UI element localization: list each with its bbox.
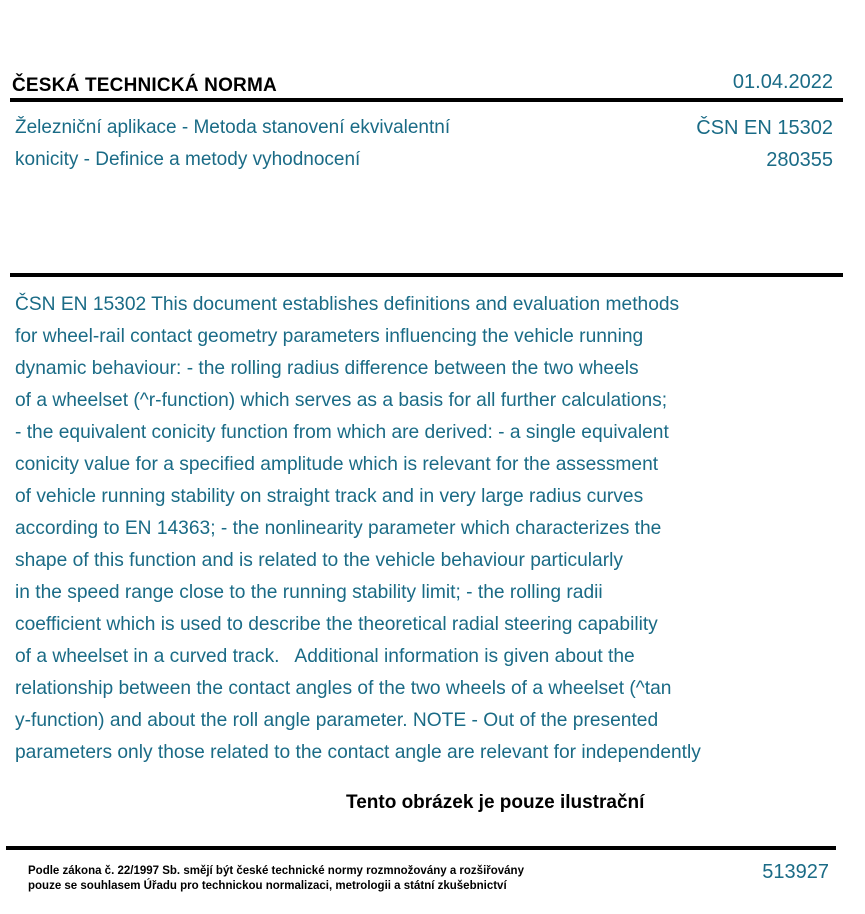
abstract-line: of a wheelset (^r-function) which serves as a basis for all further calculations; [15,390,668,411]
document-title-line-1: Železniční aplikace - Metoda stanovení ekvivalentní [15,117,451,138]
illustration-disclaimer-text: Tento obrázek je pouze ilustrační [346,792,645,813]
abstract-line: in the speed range close to the running stability limit; - the rolling radii [15,582,603,603]
abstract-line: parameters only those related to the contact angle are relevant for independently [15,742,701,763]
abstract-line: of vehicle running stability on straight track and in very large radius curves [15,486,644,507]
abstract-line: for wheel-rail contact geometry parameters influencing the vehicle running [15,326,644,347]
document-title-line-2: konicity - Definice a metody vyhodnocení [15,149,361,170]
classification-code: 280355 [766,149,833,171]
abstract-line: coefficient which is used to describe the theoretical radial steering capability [15,614,658,635]
header-divider [10,98,843,102]
copyright-line: Podle zákona č. 22/1997 Sb. smějí být české technické normy rozmnožovány a rozšiřovány [28,865,524,877]
abstract-line: relationship between the contact angles of the two wheels of a wheelset (^tan [15,678,672,699]
abstract-line: y-function) and about the roll angle parameter. NOTE - Out of the presented [15,710,659,731]
abstract-line: according to EN 14363; - the nonlinearity parameter which characterizes the [15,518,662,539]
abstract-line: - the equivalent conicity function from which are derived: - a single equivalent [15,422,669,443]
standard-number: ČSN EN 15302 [696,117,833,139]
illustration-disclaimer [0,792,865,814]
abstract-line: of a wheelset in a curved track. Additional information is given about the [15,646,635,667]
abstract-text [15,289,835,769]
abstract-line: dynamic behaviour: - the rolling radius difference between the two wheels [15,358,639,379]
copyright-notice [28,864,524,894]
copyright-line: pouze se souhlasem Úřadu pro technickou normalizaci, metrologii a státní zkušebnictví [28,880,507,892]
document-id: 513927 [762,861,829,883]
document-type-heading: ČESKÁ TECHNICKÁ NORMA [12,75,277,96]
footer-divider [6,846,836,850]
title-divider [10,273,843,277]
abstract-line: conicity value for a specified amplitude which is relevant for the assessment [15,454,659,475]
abstract-line: ČSN EN 15302 This document establishes definitions and evaluation methods [15,294,680,315]
abstract-line: shape of this function and is related to the vehicle behaviour particularly [15,550,623,571]
publication-date: 01.04.2022 [732,71,833,93]
